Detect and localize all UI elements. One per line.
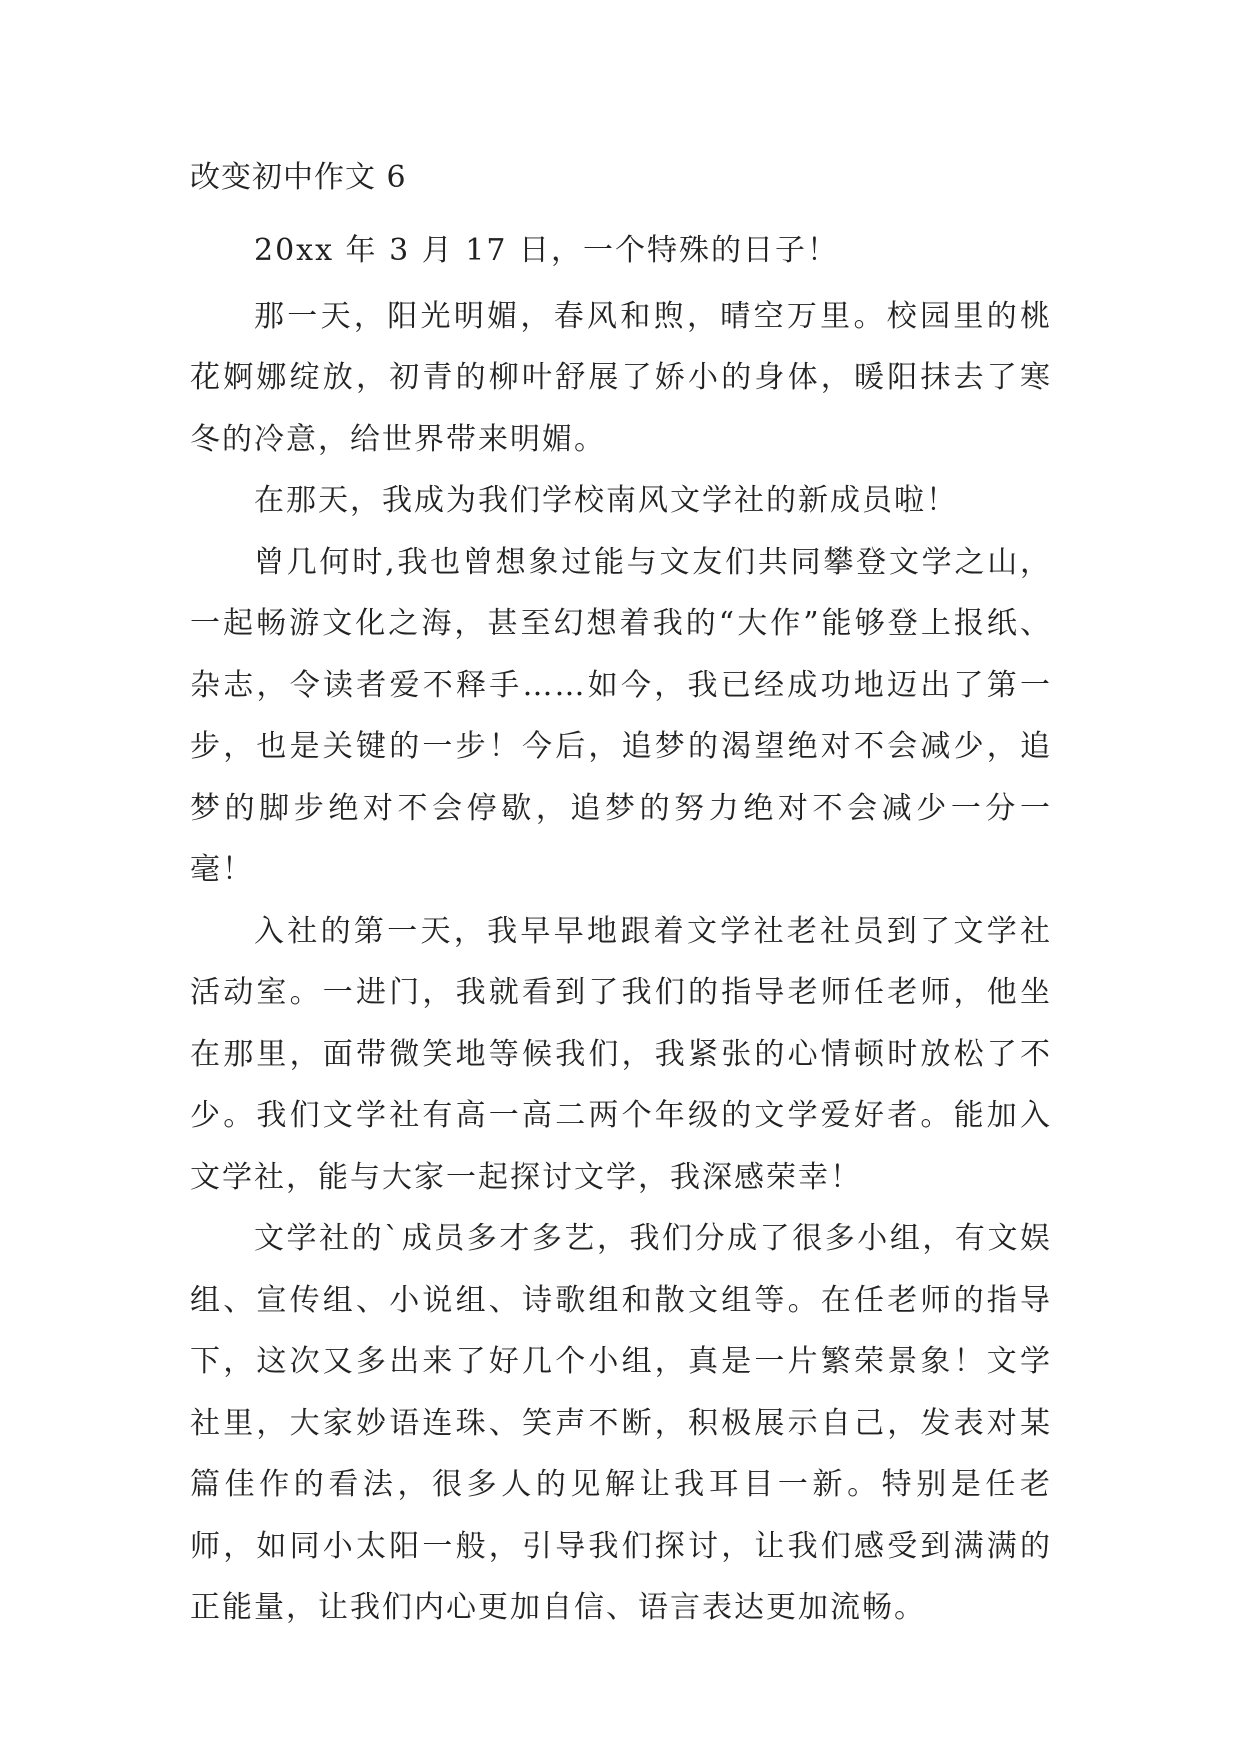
document-title: 改变初中作文 6 <box>190 160 407 195</box>
paragraph-dream: 曾几何时,我也曾想象过能与文友们共同攀登文学之山，一起畅游文化之海，甚至幻想着我的“大作”能够登上报纸、杂志，令读者爱不释手……如今，我已经成功地迈出了第一步，也是关键的一步！今后，追梦的渴望绝对不会减少，追梦的脚步绝对不会停歇，追梦的努力绝对不会减少一分一毫！ <box>190 544 1052 887</box>
document-page <box>190 158 1052 1639</box>
paragraph-groups: 文学社的`成员多才多艺，我们分成了很多小组，有文娱组、宣传组、小说组、诗歌组和散文组等。在任老师的指导下，这次又多出来了好几个小组，真是一片繁荣景象！文学社里，大家妙语连珠、笑声不断，积极展示自己，发表对某篇佳作的看法，很多人的见解让我耳目一新。特别是任老师，如同小太阳一般，引导我们探讨，让我们感受到满满的正能量，让我们内心更加自信、语言表达更加流畅。 <box>190 1221 1052 1625</box>
paragraph-date: 20xx 年 3 月 17 日，一个特殊的日子！ <box>254 233 839 268</box>
paragraph-spring-day: 那一天，阳光明媚，春风和煦，晴空万里。校园里的桃花婀娜绽放，初青的柳叶舒展了娇小的身体，暖阳抹去了寒冬的冷意，给世界带来明媚。 <box>190 298 1052 457</box>
paragraph-first-day: 入社的第一天，我早早地跟着文学社老社员到了文学社活动室。一进门，我就看到了我们的指导老师任老师，他坐在那里，面带微笑地等候我们，我紧张的心情顿时放松了不少。我们文学社有高一高二两个年级的文学爱好者。能加入文学社，能与大家一起探讨文学，我深感荣幸！ <box>190 913 1052 1195</box>
paragraph-new-member: 在那天，我成为我们学校南风文学社的新成员啦！ <box>254 483 958 518</box>
